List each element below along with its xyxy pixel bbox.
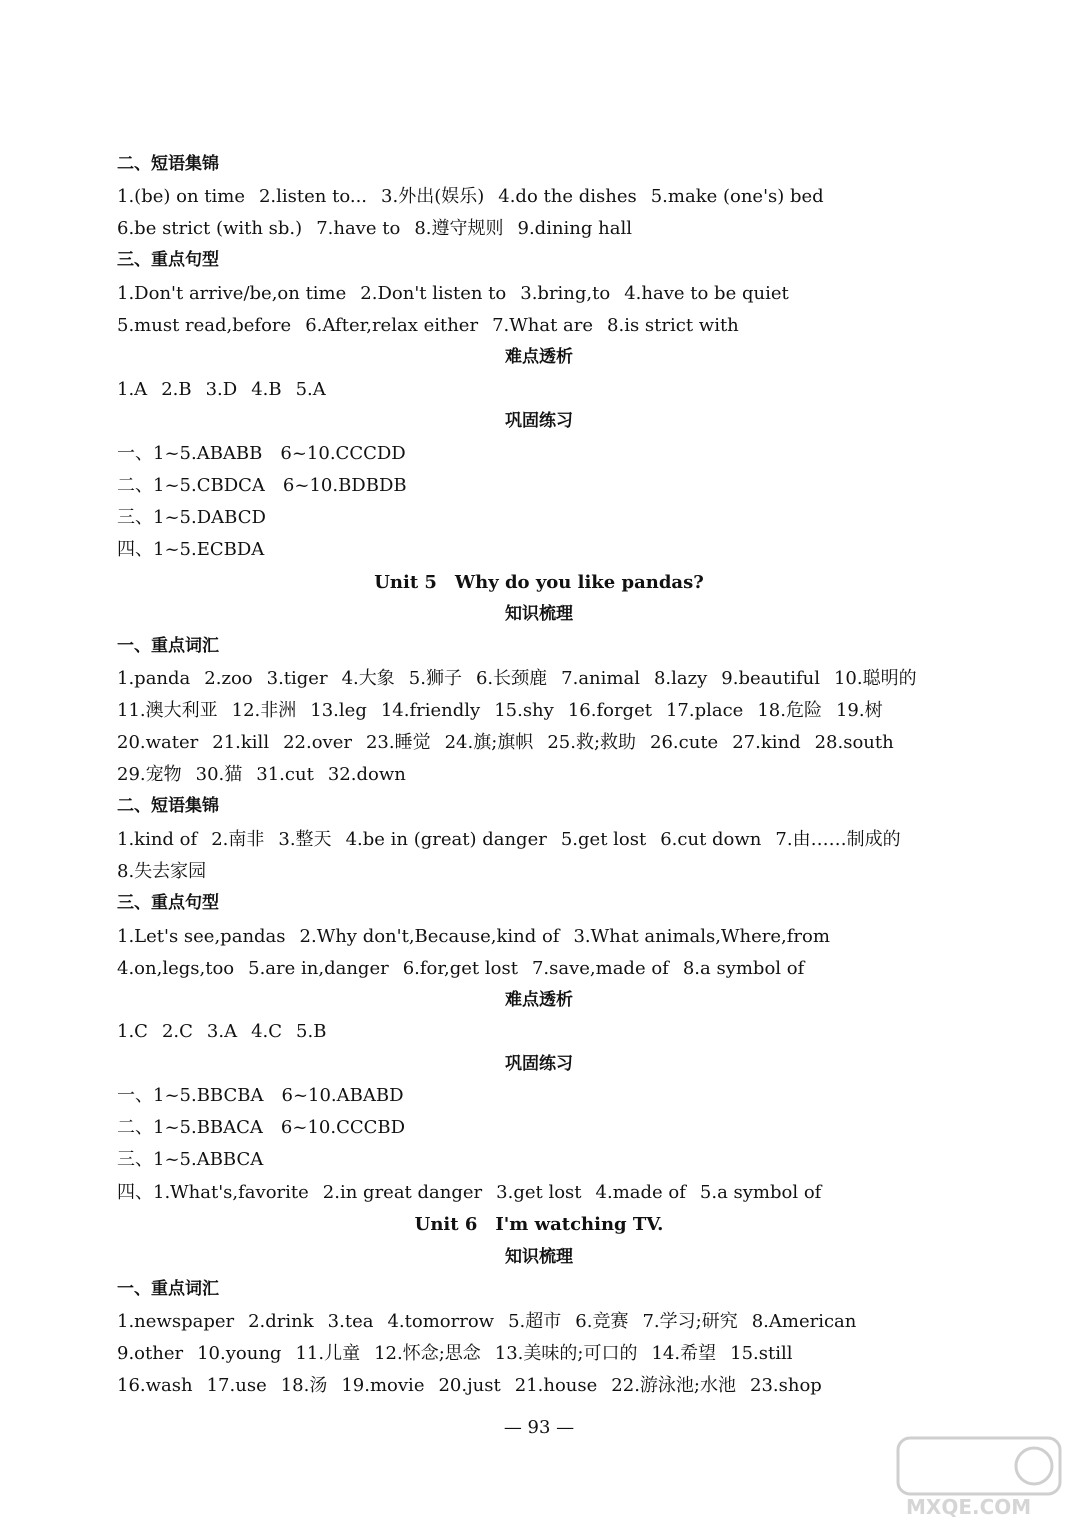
section-heading-knowledge: 知识梳理 — [505, 1247, 573, 1267]
answer-item: 15.shy — [494, 700, 554, 721]
answer-item: 2.Don't listen to — [360, 283, 507, 304]
answer-item: 8.American — [751, 1311, 857, 1332]
answer-item: 5.狮子 — [408, 668, 462, 689]
answer-item: 11.儿童 — [295, 1343, 361, 1364]
answer-item: 21.house — [514, 1375, 598, 1396]
answer-line — [117, 764, 420, 786]
answer-item: 6.长颈鹿 — [475, 668, 548, 689]
answer-item: 8.is strict with — [607, 315, 739, 336]
answer-line — [117, 668, 931, 690]
answer-item: 25.救;救助 — [547, 732, 637, 753]
answer-item: 5.make (one's) bed — [650, 186, 824, 207]
answer-item: 7.学习;研究 — [642, 1311, 738, 1332]
section-heading-phrases: 二、短语集锦 — [117, 796, 219, 816]
answer-line — [117, 1021, 340, 1043]
answer-item: 6.for,get lost — [402, 958, 518, 979]
answer-line — [117, 958, 818, 980]
answer-item: 5.A — [295, 379, 326, 400]
answer-line — [117, 1343, 807, 1365]
answer-item: 28.south — [814, 732, 894, 753]
answer-item: 6.After,relax either — [305, 315, 479, 336]
svg-text:MXQE.COM: MXQE.COM — [906, 1495, 1032, 1519]
answer-item: 6.竞赛 — [575, 1311, 629, 1332]
answer-item: 30.猫 — [195, 764, 243, 785]
answer-item: 7.have to — [316, 218, 401, 239]
section-heading-phrases: 二、短语集锦 — [117, 154, 219, 174]
answer-item: 四、1.What's,favorite — [117, 1182, 309, 1203]
answer-line: 三、1~5.DABCD — [117, 507, 266, 528]
answer-item: 4.大象 — [341, 668, 395, 689]
answer-item: 14.希望 — [651, 1343, 717, 1364]
answer-item: 1.kind of — [117, 829, 198, 850]
answer-item: 3.A — [206, 1021, 238, 1042]
answer-line: 二、1~5.CBDCA 6~10.BDBDB — [117, 475, 407, 496]
answer-item: 8.遵守规则 — [414, 218, 504, 239]
answer-line: 一、1~5.BBCBA 6~10.ABABD — [117, 1085, 404, 1106]
answer-line: 二、1~5.BBACA 6~10.CCCBD — [117, 1117, 406, 1138]
answer-line — [117, 379, 340, 401]
answer-item: 5.get lost — [560, 829, 647, 850]
answer-item: 2.listen to... — [258, 186, 368, 207]
answer-item: 13.leg — [310, 700, 367, 721]
answer-item: 17.place — [665, 700, 744, 721]
answer-item: 5.B — [296, 1021, 327, 1042]
answer-item: 8.a symbol of — [682, 958, 805, 979]
answer-item: 3.tiger — [266, 668, 328, 689]
answer-item: 5.超市 — [508, 1311, 562, 1332]
answer-item: 12.怀念;思念 — [374, 1343, 481, 1364]
answer-line: 三、1~5.ABBCA — [117, 1149, 264, 1170]
answer-item: 1.Don't arrive/be,on time — [117, 283, 347, 304]
section-heading-practice: 巩固练习 — [505, 411, 573, 431]
answer-item: 9.other — [117, 1343, 184, 1364]
answer-item: 4.have to be quiet — [624, 283, 789, 304]
answer-item: 21.kill — [212, 732, 270, 753]
answer-item: 8.失去家园 — [117, 861, 207, 882]
section-heading-sentences: 三、重点句型 — [117, 250, 219, 270]
section-heading-difficulty: 难点透析 — [505, 990, 573, 1010]
answer-item: 19.树 — [835, 700, 883, 721]
answer-item: 7.save,made of — [531, 958, 669, 979]
answer-item: 7.What are — [492, 315, 594, 336]
answer-item: 1.newspaper — [117, 1311, 235, 1332]
answer-item: 3.get lost — [496, 1182, 582, 1203]
answer-line: 一、1~5.ABABB 6~10.CCCDD — [117, 443, 406, 464]
page-number: — 93 — — [503, 1417, 575, 1438]
unit-6-title: Unit 6 I'm watching TV. — [414, 1214, 664, 1235]
answer-item: 16.forget — [567, 700, 652, 721]
answer-item: 9.dining hall — [517, 218, 632, 239]
answer-item: 1.C — [117, 1021, 148, 1042]
answer-item: 4.B — [251, 379, 282, 400]
answer-item: 18.汤 — [280, 1375, 328, 1396]
answer-item: 1.A — [117, 379, 148, 400]
answer-item: 5.are in,danger — [248, 958, 389, 979]
answer-item: 22.over — [283, 732, 352, 753]
answer-line — [117, 283, 803, 305]
answer-item: 26.cute — [650, 732, 719, 753]
answer-item: 4.C — [251, 1021, 283, 1042]
answer-item: 2.B — [161, 379, 192, 400]
answer-line — [117, 732, 908, 754]
answer-line — [117, 1311, 870, 1333]
answer-item: 3.What animals,Where,from — [573, 926, 830, 947]
answer-item: 31.cut — [256, 764, 314, 785]
answer-item: 7.animal — [561, 668, 640, 689]
answer-item: 3.外出(娱乐) — [381, 186, 485, 207]
answer-item: 27.kind — [732, 732, 801, 753]
section-heading-sentences: 三、重点句型 — [117, 893, 219, 913]
answer-item: 23.睡觉 — [365, 732, 431, 753]
answer-item: 2.drink — [248, 1311, 314, 1332]
answer-item: 11.澳大利亚 — [117, 700, 218, 721]
answer-item: 14.friendly — [380, 700, 481, 721]
answer-item: 3.整天 — [278, 829, 332, 850]
answer-item: 6.cut down — [660, 829, 762, 850]
answer-line — [117, 218, 646, 240]
answer-item: 4.tomorrow — [387, 1311, 495, 1332]
answer-line — [117, 926, 844, 948]
section-heading-vocabulary: 一、重点词汇 — [117, 1279, 219, 1299]
answer-item: 19.movie — [341, 1375, 425, 1396]
answer-item: 2.Why don't,Because,kind of — [299, 926, 560, 947]
answer-line — [117, 829, 915, 851]
answer-item: 4.on,legs,too — [117, 958, 235, 979]
unit-5-title: Unit 5 Why do you like pandas? — [374, 572, 704, 593]
answer-item: 2.C — [161, 1021, 193, 1042]
section-heading-practice: 巩固练习 — [505, 1054, 573, 1074]
answer-line: 四、1~5.ECBDA — [117, 539, 265, 560]
answer-line — [117, 700, 897, 722]
answer-item: 15.still — [730, 1343, 793, 1364]
answer-item: 13.美味的;可口的 — [494, 1343, 638, 1364]
answer-item: 9.beautiful — [721, 668, 820, 689]
answer-item: 4.made of — [595, 1182, 686, 1203]
answer-item: 4.be in (great) danger — [345, 829, 547, 850]
answer-line — [117, 315, 753, 337]
answer-item: 5.must read,before — [117, 315, 292, 336]
answer-item: 17.use — [206, 1375, 267, 1396]
answer-line — [117, 1182, 835, 1204]
answer-item: 18.危险 — [757, 700, 822, 721]
answer-item: 2.南非 — [211, 829, 265, 850]
answer-item: 23.shop — [750, 1375, 822, 1396]
answer-line — [117, 186, 838, 208]
section-heading-vocabulary: 一、重点词汇 — [117, 636, 219, 656]
answer-item: 12.非洲 — [231, 700, 297, 721]
answer-item: 1.panda — [117, 668, 191, 689]
answer-item: 2.in great danger — [322, 1182, 483, 1203]
answer-item: 3.bring,to — [520, 283, 611, 304]
answer-item: 4.do the dishes — [498, 186, 637, 207]
answer-line — [117, 861, 220, 883]
answer-item: 24.旗;旗帜 — [444, 732, 534, 753]
answer-item: 7.由……制成的 — [775, 829, 901, 850]
watermark-logo — [894, 1432, 1064, 1524]
answer-item: 20.just — [438, 1375, 501, 1396]
answer-item: 10.young — [197, 1343, 282, 1364]
answer-item: 3.tea — [327, 1311, 374, 1332]
answer-line — [117, 1375, 836, 1397]
answer-item: 10.聪明的 — [833, 668, 917, 689]
answer-item: 32.down — [327, 764, 406, 785]
answer-item: 5.a symbol of — [699, 1182, 822, 1203]
answer-item: 6.be strict (with sb.) — [117, 218, 303, 239]
answer-item: 29.宠物 — [117, 764, 182, 785]
answer-item: 1.(be) on time — [117, 186, 245, 207]
answer-item: 20.water — [117, 732, 199, 753]
answer-item: 2.zoo — [204, 668, 253, 689]
answer-item: 8.lazy — [653, 668, 708, 689]
answer-item: 3.D — [205, 379, 238, 400]
section-heading-difficulty: 难点透析 — [505, 347, 573, 367]
answer-item: 16.wash — [117, 1375, 193, 1396]
section-heading-knowledge: 知识梳理 — [505, 604, 573, 624]
answer-item: 22.游泳池;水池 — [611, 1375, 736, 1396]
answer-item: 1.Let's see,pandas — [117, 926, 286, 947]
